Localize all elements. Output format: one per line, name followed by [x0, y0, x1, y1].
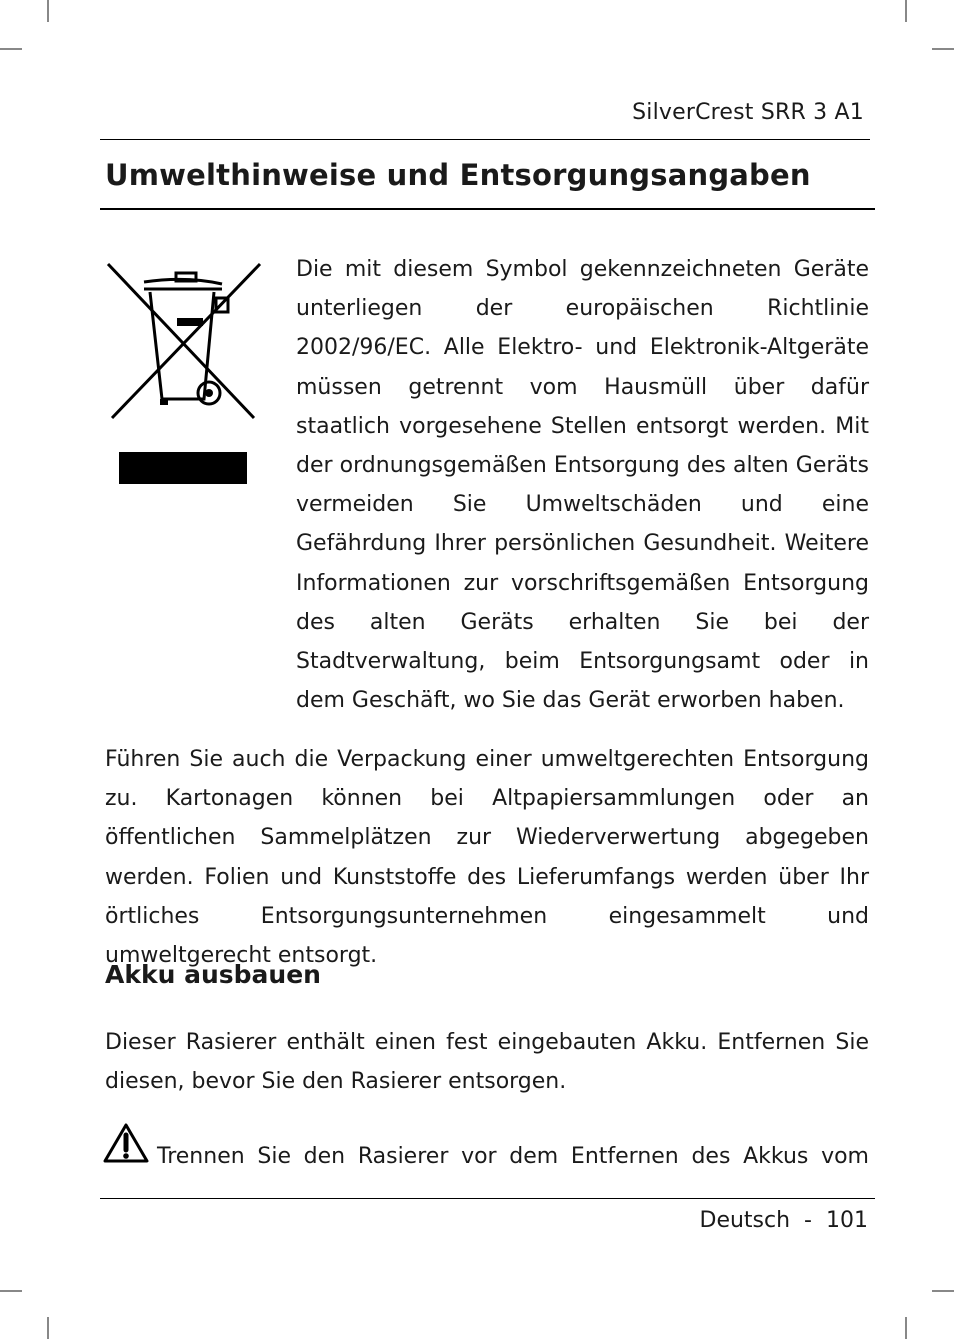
page-footer [700, 1208, 869, 1233]
crop-mark [47, 1317, 49, 1339]
footer-language: Deutsch [699, 1208, 791, 1233]
packaging-paragraph: Führen Sie auch die Verpackung einer umweltgerechten Entsorgung zu. Kartonagen können bei Altpapiersammlungen oder an öffentlichen Sammelplätzen zur Wiederverwertung abgegeben werden. Folien und Kunststoffe des Lieferumfangs werden über Ihr örtliches Entsorgungsunternehmen eingesammelt und umweltgerecht entsorgt. [105, 747, 869, 969]
crop-mark [905, 0, 907, 22]
crop-mark [905, 1317, 907, 1339]
subsection-title: Akku ausbauen [105, 960, 321, 989]
crop-mark [0, 1290, 22, 1292]
crop-mark [932, 1290, 954, 1292]
footer-separator: - [804, 1208, 812, 1233]
warning-text: Trennen Sie den Rasierer vor dem Entfernen des Akkus vom [157, 1144, 869, 1169]
crossed-out-wheelie-bin-icon [104, 256, 264, 488]
weee-paragraph: Die mit diesem Symbol gekennzeichneten Geräte unterliegen der europäischen Richtlinie 2002/96/EC. Alle Elektro- und Elektronik-Altgeräte müssen getrennt vom Hausmüll über dafür staatlich vorgesehene Stellen entsorgt werden. Mit der ordnungsgemäßen Entsorgung des alten Geräts vermeiden Sie Umweltschäden und eine Gefährdung Ihrer persönlichen Gesundheit. Weitere Informationen zur vorschriftsgemäßen Entsorgung des alten Geräts erhalten Sie bei der Stadtverwaltung, beim Entsorgungsamt oder in dem Geschäft, wo Sie das Gerät erworben haben. [296, 257, 869, 714]
battery-paragraph: Dieser Rasierer enthält einen fest eingebauten Akku. Entfernen Sie diesen, bevor Sie den Rasierer entsorgen. [105, 1030, 869, 1095]
warning-triangle-icon [102, 1122, 150, 1164]
section-title: Umwelthinweise und Entsorgungsangaben [105, 158, 811, 192]
crop-mark [47, 0, 49, 22]
footer-rule [100, 1198, 875, 1199]
crop-mark [932, 48, 954, 50]
header-rule [100, 139, 870, 140]
crop-mark [0, 48, 22, 50]
section-title-rule [100, 208, 875, 210]
running-header: SilverCrest SRR 3 A1 [632, 100, 864, 125]
page-number: 101 [826, 1208, 868, 1233]
